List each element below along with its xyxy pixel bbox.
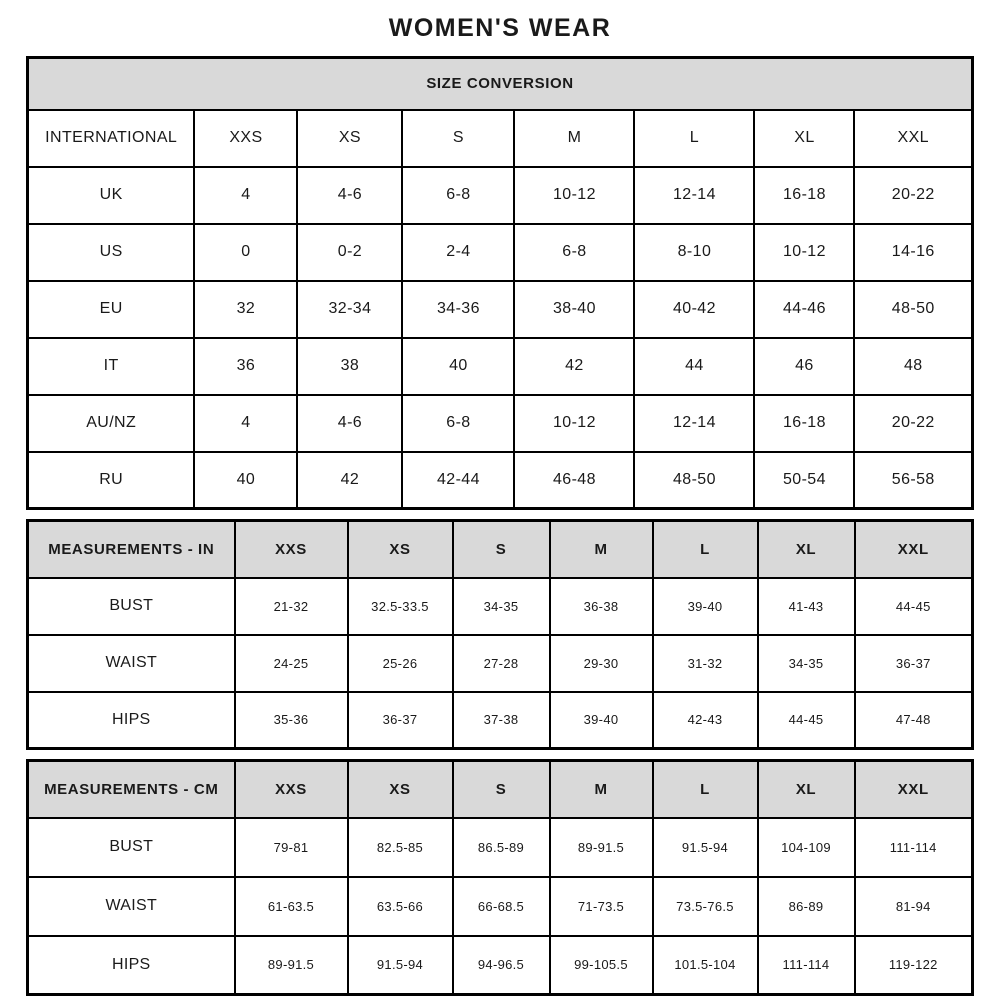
table-cell: 42 xyxy=(297,452,402,509)
measurements-in-table xyxy=(26,519,974,750)
table-cell: 4-6 xyxy=(297,167,402,224)
table-cell: 71-73.5 xyxy=(550,877,653,936)
table-cell: 37-38 xyxy=(453,692,550,749)
table-cell: 63.5-66 xyxy=(348,877,453,936)
measurements-cm-table xyxy=(26,759,974,996)
table-cell: 20-22 xyxy=(854,167,972,224)
table-row-bust-cm xyxy=(28,818,973,877)
column-header-xxl: XXL xyxy=(855,761,973,818)
table-cell: 12-14 xyxy=(634,395,754,452)
table-cell: 56-58 xyxy=(854,452,972,509)
row-label-uk: UK xyxy=(27,167,194,224)
table-cell: 36-38 xyxy=(550,578,653,635)
table-cell: 111-114 xyxy=(758,936,855,995)
table-cell: 34-35 xyxy=(758,635,855,692)
table-cell: 86.5-89 xyxy=(453,818,550,877)
column-header-xs: XS xyxy=(348,761,453,818)
table-row-ru xyxy=(27,452,972,509)
row-label-ru: RU xyxy=(27,452,194,509)
column-header-m: M xyxy=(550,521,653,578)
table-cell: 0 xyxy=(194,224,297,281)
column-header-m: M xyxy=(514,110,634,167)
table-row-hips-cm xyxy=(28,936,973,995)
row-label-hips: HIPS xyxy=(28,936,235,995)
table-cell: 36-37 xyxy=(855,635,973,692)
table-cell: 44-46 xyxy=(754,281,854,338)
table-cell: 41-43 xyxy=(758,578,855,635)
table-cell: 6-8 xyxy=(402,167,514,224)
column-header-s: S xyxy=(402,110,514,167)
table-cell: 32 xyxy=(194,281,297,338)
table-cell: 36 xyxy=(194,338,297,395)
size-conversion-table xyxy=(26,56,974,510)
table-cell: 91.5-94 xyxy=(348,936,453,995)
row-label-bust: BUST xyxy=(28,818,235,877)
column-header-xxl: XXL xyxy=(855,521,973,578)
table-cell: 48 xyxy=(854,338,972,395)
table-cell: 47-48 xyxy=(855,692,973,749)
column-header-s: S xyxy=(453,521,550,578)
measurements-cm-header-row xyxy=(28,761,973,818)
table-cell: 6-8 xyxy=(402,395,514,452)
table-cell: 46-48 xyxy=(514,452,634,509)
table-cell: 31-32 xyxy=(653,635,758,692)
size-conversion-header-row xyxy=(27,110,972,167)
table-row-us xyxy=(27,224,972,281)
column-header-xxs: XXS xyxy=(235,521,348,578)
table-cell: 101.5-104 xyxy=(653,936,758,995)
table-cell: 48-50 xyxy=(634,452,754,509)
table-cell: 111-114 xyxy=(855,818,973,877)
table-cell: 20-22 xyxy=(854,395,972,452)
column-header-xxs: XXS xyxy=(235,761,348,818)
column-header-xs: XS xyxy=(297,110,402,167)
table-cell: 66-68.5 xyxy=(453,877,550,936)
column-header-xxs: XXS xyxy=(194,110,297,167)
table-row-hips-in xyxy=(28,692,973,749)
table-cell: 42 xyxy=(514,338,634,395)
table-cell: 61-63.5 xyxy=(235,877,348,936)
table-cell: 42-44 xyxy=(402,452,514,509)
row-label-waist: WAIST xyxy=(28,877,235,936)
row-label-us: US xyxy=(27,224,194,281)
table-cell: 42-43 xyxy=(653,692,758,749)
table-cell: 35-36 xyxy=(235,692,348,749)
column-header-xxl: XXL xyxy=(854,110,972,167)
table-cell: 8-10 xyxy=(634,224,754,281)
table-cell: 39-40 xyxy=(653,578,758,635)
table-cell: 73.5-76.5 xyxy=(653,877,758,936)
table-cell: 50-54 xyxy=(754,452,854,509)
row-label-waist: WAIST xyxy=(28,635,235,692)
column-header-xl: XL xyxy=(758,761,855,818)
table-cell: 40 xyxy=(402,338,514,395)
column-header-l: L xyxy=(653,761,758,818)
table-cell: 24-25 xyxy=(235,635,348,692)
table-cell: 119-122 xyxy=(855,936,973,995)
table-row-aunz xyxy=(27,395,972,452)
table-cell: 89-91.5 xyxy=(550,818,653,877)
table-cell: 91.5-94 xyxy=(653,818,758,877)
table-cell: 14-16 xyxy=(854,224,972,281)
table-cell: 48-50 xyxy=(854,281,972,338)
column-header-xl: XL xyxy=(754,110,854,167)
table-cell: 10-12 xyxy=(754,224,854,281)
table-cell: 4 xyxy=(194,167,297,224)
table-cell: 4 xyxy=(194,395,297,452)
table-cell: 16-18 xyxy=(754,167,854,224)
table-cell: 99-105.5 xyxy=(550,936,653,995)
table-cell: 82.5-85 xyxy=(348,818,453,877)
table-cell: 4-6 xyxy=(297,395,402,452)
table-cell: 46 xyxy=(754,338,854,395)
table-cell: 0-2 xyxy=(297,224,402,281)
column-header-international: INTERNATIONAL xyxy=(27,110,194,167)
table-cell: 44 xyxy=(634,338,754,395)
table-cell: 38-40 xyxy=(514,281,634,338)
measurements-in-header-row xyxy=(28,521,973,578)
row-label-bust: BUST xyxy=(28,578,235,635)
table-cell: 81-94 xyxy=(855,877,973,936)
table-row-bust-in xyxy=(28,578,973,635)
table-cell: 10-12 xyxy=(514,167,634,224)
table-cell: 40 xyxy=(194,452,297,509)
table-cell: 40-42 xyxy=(634,281,754,338)
column-header-s: S xyxy=(453,761,550,818)
row-label-aunz: AU/NZ xyxy=(27,395,194,452)
table-row-it xyxy=(27,338,972,395)
size-conversion-banner: SIZE CONVERSION xyxy=(27,58,972,110)
page-title: WOMEN'S WEAR xyxy=(388,14,612,42)
row-label-eu: EU xyxy=(27,281,194,338)
table-cell: 36-37 xyxy=(348,692,453,749)
table-row-waist-in xyxy=(28,635,973,692)
table-cell: 2-4 xyxy=(402,224,514,281)
table-cell: 89-91.5 xyxy=(235,936,348,995)
table-cell: 27-28 xyxy=(453,635,550,692)
table-cell: 16-18 xyxy=(754,395,854,452)
table-cell: 44-45 xyxy=(855,578,973,635)
measurements-in-title: MEASUREMENTS - IN xyxy=(28,521,235,578)
row-label-hips: HIPS xyxy=(28,692,235,749)
column-header-l: L xyxy=(653,521,758,578)
column-header-l: L xyxy=(634,110,754,167)
table-row-uk xyxy=(27,167,972,224)
table-cell: 44-45 xyxy=(758,692,855,749)
table-cell: 29-30 xyxy=(550,635,653,692)
row-label-it: IT xyxy=(27,338,194,395)
column-header-xl: XL xyxy=(758,521,855,578)
column-header-xs: XS xyxy=(348,521,453,578)
table-row-waist-cm xyxy=(28,877,973,936)
table-cell: 38 xyxy=(297,338,402,395)
table-cell: 32.5-33.5 xyxy=(348,578,453,635)
table-cell: 79-81 xyxy=(235,818,348,877)
table-cell: 12-14 xyxy=(634,167,754,224)
table-cell: 10-12 xyxy=(514,395,634,452)
table-cell: 34-36 xyxy=(402,281,514,338)
table-cell: 32-34 xyxy=(297,281,402,338)
table-cell: 25-26 xyxy=(348,635,453,692)
table-cell: 86-89 xyxy=(758,877,855,936)
table-cell: 104-109 xyxy=(758,818,855,877)
table-cell: 39-40 xyxy=(550,692,653,749)
measurements-cm-title: MEASUREMENTS - CM xyxy=(28,761,235,818)
table-cell: 21-32 xyxy=(235,578,348,635)
table-row-eu xyxy=(27,281,972,338)
column-header-m: M xyxy=(550,761,653,818)
table-cell: 34-35 xyxy=(453,578,550,635)
table-cell: 6-8 xyxy=(514,224,634,281)
table-cell: 94-96.5 xyxy=(453,936,550,995)
